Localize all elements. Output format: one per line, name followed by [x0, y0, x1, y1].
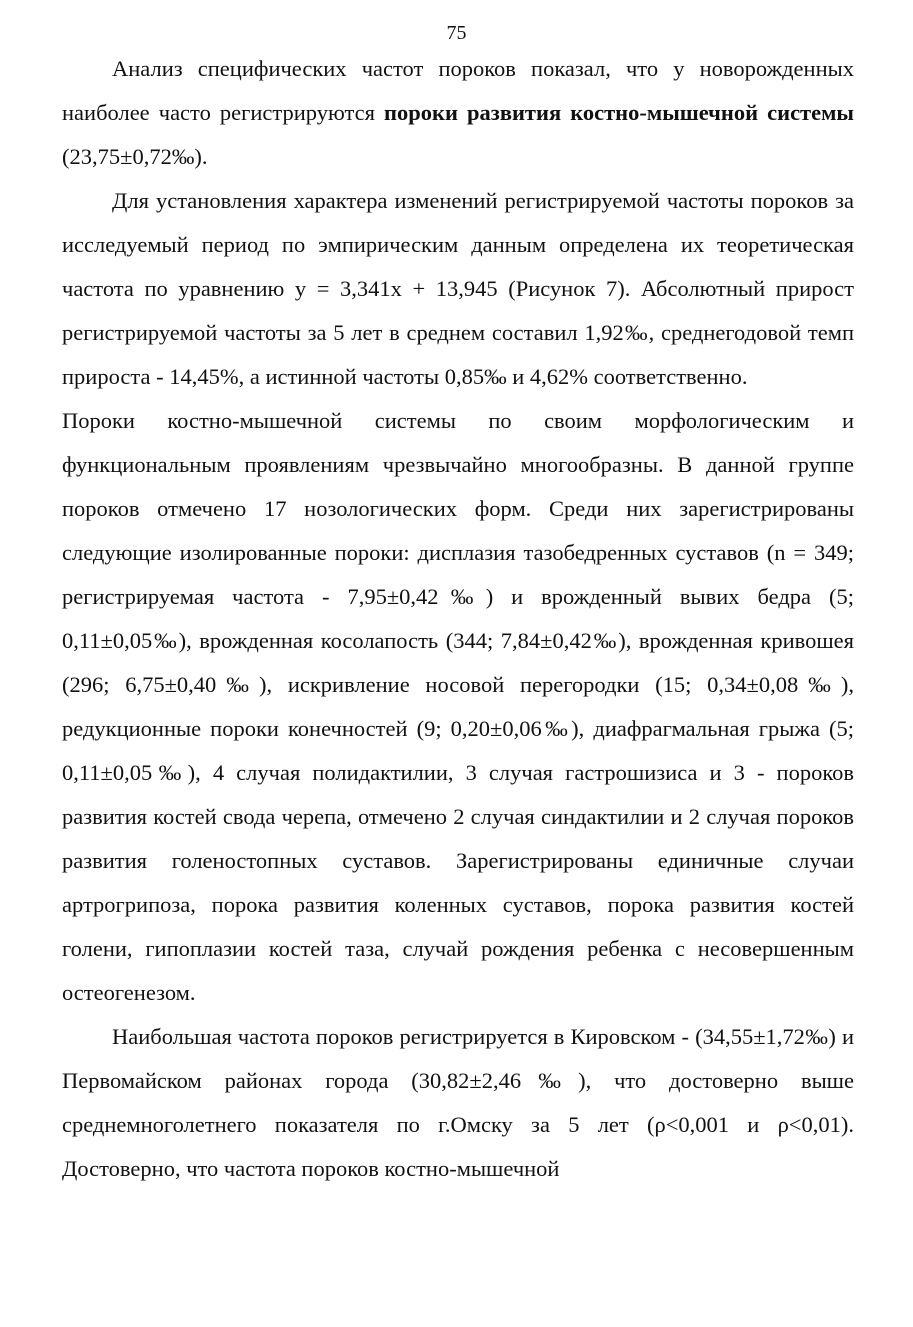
page-number: 75 — [446, 22, 467, 44]
paragraph-text: (23,75±0,72‰). — [62, 144, 208, 169]
paragraph-specific-frequencies — [62, 47, 854, 179]
paragraph-trend-analysis: Для установления характера изменений регистрируемой частоты пороков за исследуемый период по эмпирическим данным определена их теоретическая частота по уравнению y = 3,341x + 13,945 (Рисунок 7). Абсолютный прирост регистрируемой частоты за 5 лет в среднем составил 1,92‰, среднегодовой темп прироста - 14,45%, а истинной частоты 0,85‰ и 4,62% соответственно. — [62, 188, 854, 389]
emphasis-text: пороки развития костно-мышечной системы — [384, 100, 854, 125]
paragraph-district-frequency: Наибольшая частота пороков регистрируется в Кировском - (34,55±1,72‰) и Первомайском районах города (30,82±2,46‰), что достоверно выше среднемноголетнего показателя по г.Омску за 5 лет (ρ<0,001 и ρ<0,01). Достоверно, что частота пороков костно-мышечной — [62, 1024, 854, 1181]
paragraph-musculoskeletal-defects: Пороки костно-мышечной системы по своим морфологическим и функциональным проявлениям чрезвычайно многообразны. В данной группе пороков отмечено 17 нозологических форм. Среди них зарегистрированы следующие изолированные пороки: дисплазия тазобедренных суставов (n = 349; регистрируемая частота - 7,95±0,42‰) и врожденный вывих бедра (5; 0,11±0,05‰), врожденная косолапость (344; 7,84±0,42‰), врожденная кривошея (296; 6,75±0,40‰), искривление носовой перегородки (15; 0,34±0,08‰), редукционные пороки конечностей (9; 0,20±0,06‰), диафрагмальная грыжа (5; 0,11±0,05‰), 4 случая полидактилии, 3 случая гастрошизиса и 3 - пороков развития костей свода черепа, отмечено 2 случая синдактилии и 2 случая пороков развития голеностопных суставов. Зарегистрированы единичные случаи артрогрипоза, порока развития коленных суставов, порока развития костей голени, гипоплазии костей таза, случай рождения ребенка с несовершенным остеогенезом. — [62, 408, 854, 1005]
body-text — [62, 47, 854, 1191]
paragraph-text: Анализ специфических частот пороков показал, что у новорожденных наиболее часто регистрируются — [62, 56, 854, 125]
